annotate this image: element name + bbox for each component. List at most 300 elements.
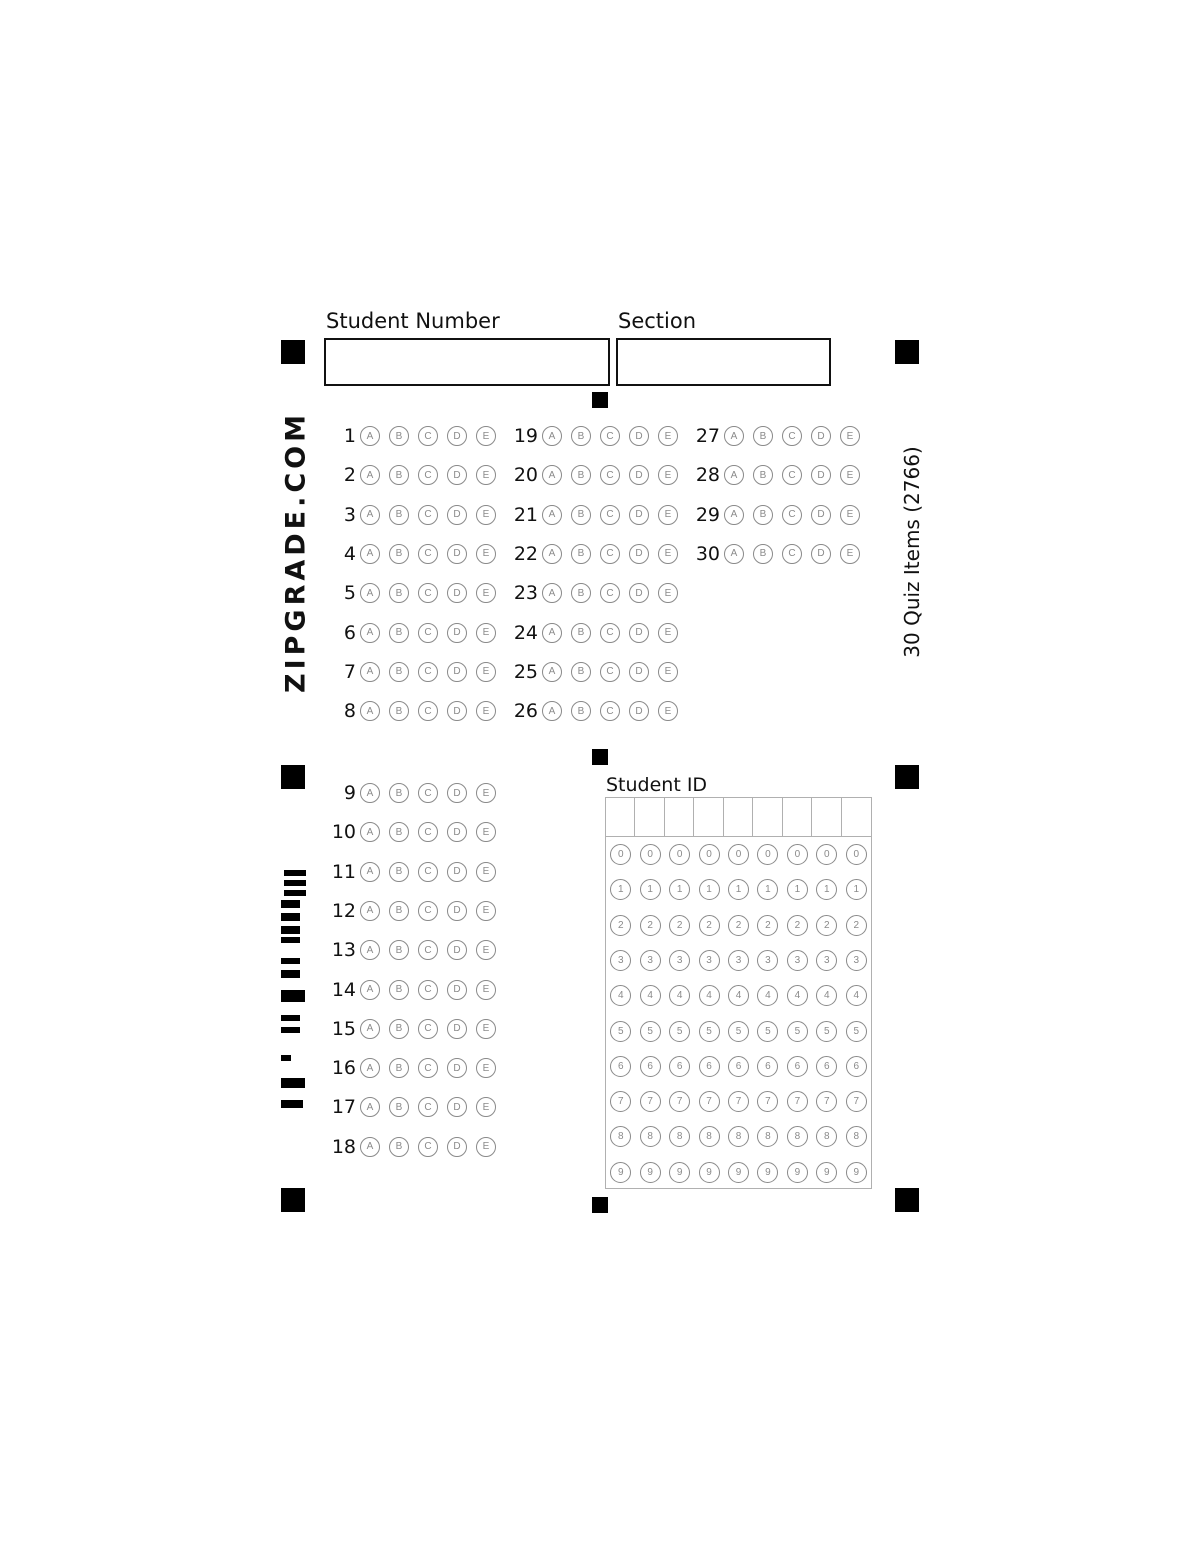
student-id-bubble-3-3[interactable]: 3 (699, 950, 720, 971)
question-number: 4 (343, 542, 356, 565)
answer-bubble-30-e[interactable]: E (840, 544, 860, 564)
answer-bubble-20-e[interactable]: E (658, 465, 678, 485)
student-id-bubble-8-7[interactable]: 7 (846, 1091, 867, 1112)
answer-bubble-2-d[interactable]: D (447, 465, 467, 485)
student-id-bubble-6-5[interactable]: 5 (787, 1021, 808, 1042)
student-id-bubble-7-7[interactable]: 7 (816, 1091, 837, 1112)
answer-bubble-8-d[interactable]: D (447, 701, 467, 721)
student-id-bubble-4-1[interactable]: 1 (728, 879, 749, 900)
answer-bubble-16-e[interactable]: E (476, 1058, 496, 1078)
student-id-bubble-2-5[interactable]: 5 (669, 1021, 690, 1042)
student-id-bubble-8-3[interactable]: 3 (846, 950, 867, 971)
student-id-bubble-2-2[interactable]: 2 (669, 915, 690, 936)
answer-bubble-6-d[interactable]: D (447, 623, 467, 643)
question-row-4 (326, 541, 505, 567)
student-id-bubble-0-9[interactable]: 9 (610, 1162, 631, 1183)
student-id-bubble-4-0[interactable]: 0 (728, 844, 749, 865)
answer-bubble-17-a[interactable]: A (360, 1097, 380, 1117)
answer-bubble-27-b[interactable]: B (753, 426, 773, 446)
question-number: 3 (343, 503, 356, 526)
student-id-entry-cell[interactable] (694, 798, 723, 836)
student-id-bubble-5-3[interactable]: 3 (757, 950, 778, 971)
student-id-bubble-8-4[interactable]: 4 (846, 985, 867, 1006)
student-id-bubble-2-8[interactable]: 8 (669, 1126, 690, 1147)
answer-bubble-15-a[interactable]: A (360, 1019, 380, 1039)
barcode-mark (282, 1015, 300, 1021)
question-number: 27 (695, 425, 720, 447)
answer-bubble-1-e[interactable]: E (476, 426, 496, 446)
answer-bubble-9-a[interactable]: A (360, 783, 380, 803)
student-id-bubble-6-4[interactable]: 4 (787, 985, 808, 1006)
student-id-bubble-3-5[interactable]: 5 (699, 1021, 720, 1042)
answer-bubble-26-a[interactable]: A (542, 701, 562, 721)
answer-bubble-30-b[interactable]: B (753, 544, 773, 564)
answer-bubble-20-d[interactable]: D (629, 465, 649, 485)
answer-bubble-18-b[interactable]: B (389, 1137, 409, 1157)
answer-bubble-5-c[interactable]: C (418, 583, 438, 603)
student-id-bubble-1-6[interactable]: 6 (640, 1056, 661, 1077)
answer-bubble-9-e[interactable]: E (476, 783, 496, 803)
answer-bubble-28-c[interactable]: C (782, 465, 802, 485)
answer-bubble-15-d[interactable]: D (447, 1019, 467, 1039)
answer-bubble-26-e[interactable]: E (658, 701, 678, 721)
question-row-11 (326, 859, 505, 885)
barcode-mark (282, 926, 300, 934)
student-id-bubble-1-2[interactable]: 2 (640, 915, 661, 936)
question-row-27 (690, 423, 869, 449)
answer-bubble-12-d[interactable]: D (447, 901, 467, 921)
student-id-bubble-0-7[interactable]: 7 (610, 1091, 631, 1112)
student-id-bubble-1-7[interactable]: 7 (640, 1091, 661, 1112)
student-id-entry-cell[interactable] (665, 798, 694, 836)
student-id-bubble-7-6[interactable]: 6 (816, 1056, 837, 1077)
student-id-bubble-6-7[interactable]: 7 (787, 1091, 808, 1112)
student-id-bubble-7-2[interactable]: 2 (816, 915, 837, 936)
answer-bubble-11-e[interactable]: E (476, 862, 496, 882)
student-id-bubble-3-6[interactable]: 6 (699, 1056, 720, 1077)
answer-bubble-25-b[interactable]: B (571, 662, 591, 682)
answer-bubble-24-e[interactable]: E (658, 623, 678, 643)
answer-bubble-17-d[interactable]: D (447, 1097, 467, 1117)
student-id-bubble-6-9[interactable]: 9 (787, 1162, 808, 1183)
student-id-bubble-4-9[interactable]: 9 (728, 1162, 749, 1183)
alignment-marker-top-left (281, 340, 305, 364)
student-id-bubble-2-1[interactable]: 1 (669, 879, 690, 900)
student-id-bubble-6-0[interactable]: 0 (787, 844, 808, 865)
answer-bubble-24-d[interactable]: D (629, 623, 649, 643)
question-row-5 (326, 580, 505, 606)
answer-bubble-16-c[interactable]: C (418, 1058, 438, 1078)
student-id-bubble-0-1[interactable]: 1 (610, 879, 631, 900)
student-id-bubble-5-0[interactable]: 0 (757, 844, 778, 865)
answer-bubble-1-b[interactable]: B (389, 426, 409, 446)
answer-bubble-25-d[interactable]: D (629, 662, 649, 682)
student-id-bubble-7-1[interactable]: 1 (816, 879, 837, 900)
student-id-bubble-7-8[interactable]: 8 (816, 1126, 837, 1147)
answer-bubble-12-b[interactable]: B (389, 901, 409, 921)
answer-bubble-15-e[interactable]: E (476, 1019, 496, 1039)
answer-bubble-3-e[interactable]: E (476, 505, 496, 525)
question-row-24 (508, 620, 687, 646)
answer-bubble-12-e[interactable]: E (476, 901, 496, 921)
answer-bubble-26-c[interactable]: C (600, 701, 620, 721)
answer-bubble-9-b[interactable]: B (389, 783, 409, 803)
answer-bubble-21-e[interactable]: E (658, 505, 678, 525)
answer-bubble-21-c[interactable]: C (600, 505, 620, 525)
student-id-bubble-0-5[interactable]: 5 (610, 1021, 631, 1042)
answer-bubble-26-b[interactable]: B (571, 701, 591, 721)
question-row-15 (326, 1016, 505, 1042)
answer-bubble-22-e[interactable]: E (658, 544, 678, 564)
answer-bubble-10-e[interactable]: E (476, 822, 496, 842)
answer-bubble-17-e[interactable]: E (476, 1097, 496, 1117)
section-label: Section (618, 309, 697, 333)
student-id-bubble-2-0[interactable]: 0 (669, 844, 690, 865)
answer-bubble-3-c[interactable]: C (418, 505, 438, 525)
answer-bubble-24-a[interactable]: A (542, 623, 562, 643)
answer-bubble-28-a[interactable]: A (724, 465, 744, 485)
answer-bubble-21-a[interactable]: A (542, 505, 562, 525)
answer-bubble-7-a[interactable]: A (360, 662, 380, 682)
answer-bubble-14-c[interactable]: C (418, 980, 438, 1000)
answer-bubble-28-d[interactable]: D (811, 465, 831, 485)
student-id-bubble-7-0[interactable]: 0 (816, 844, 837, 865)
barcode-mark (281, 1078, 305, 1088)
answer-bubble-5-d[interactable]: D (447, 583, 467, 603)
barcode-mark (282, 900, 300, 908)
answer-bubble-1-c[interactable]: C (418, 426, 438, 446)
student-number-label: Student Number (326, 309, 500, 333)
student-id-bubble-4-2[interactable]: 2 (728, 915, 749, 936)
answer-bubble-30-d[interactable]: D (811, 544, 831, 564)
alignment-marker-top-right (895, 340, 919, 364)
student-id-bubble-4-4[interactable]: 4 (728, 985, 749, 1006)
alignment-marker-bottom-center (592, 1197, 608, 1213)
student-id-bubble-0-6[interactable]: 6 (610, 1056, 631, 1077)
answer-bubble-24-c[interactable]: C (600, 623, 620, 643)
answer-bubble-23-e[interactable]: E (658, 583, 678, 603)
student-id-bubble-0-0[interactable]: 0 (610, 844, 631, 865)
answer-bubble-16-b[interactable]: B (389, 1058, 409, 1078)
answer-bubble-10-d[interactable]: D (447, 822, 467, 842)
answer-bubble-27-a[interactable]: A (724, 426, 744, 446)
answer-bubble-23-c[interactable]: C (600, 583, 620, 603)
student-id-bubble-2-3[interactable]: 3 (669, 950, 690, 971)
student-id-bubble-6-1[interactable]: 1 (787, 879, 808, 900)
student-id-entry-cell[interactable] (724, 798, 753, 836)
question-number: 9 (343, 782, 356, 804)
student-id-bubble-7-4[interactable]: 4 (816, 985, 837, 1006)
answer-bubble-8-a[interactable]: A (360, 701, 380, 721)
student-id-bubble-8-9[interactable]: 9 (846, 1162, 867, 1183)
question-number: 2 (343, 464, 356, 487)
answer-bubble-23-a[interactable]: A (542, 583, 562, 603)
student-id-bubble-2-4[interactable]: 4 (669, 985, 690, 1006)
student-id-bubble-0-4[interactable]: 4 (610, 985, 631, 1006)
student-id-bubble-6-3[interactable]: 3 (787, 950, 808, 971)
answer-bubble-8-e[interactable]: E (476, 701, 496, 721)
answer-bubble-4-d[interactable]: D (447, 544, 467, 564)
student-id-bubble-3-4[interactable]: 4 (699, 985, 720, 1006)
student-id-bubble-0-3[interactable]: 3 (610, 950, 631, 971)
student-id-entry-cell[interactable] (606, 798, 635, 836)
answer-bubble-26-d[interactable]: D (629, 701, 649, 721)
answer-bubble-11-d[interactable]: D (447, 862, 467, 882)
question-row-8 (326, 698, 505, 724)
barcode-mark (282, 913, 300, 921)
answer-bubble-12-a[interactable]: A (360, 901, 380, 921)
student-id-bubble-0-8[interactable]: 8 (610, 1126, 631, 1147)
answer-bubble-19-c[interactable]: C (600, 426, 620, 446)
answer-bubble-23-d[interactable]: D (629, 583, 649, 603)
student-id-bubble-4-6[interactable]: 6 (728, 1056, 749, 1077)
question-number: 12 (331, 899, 356, 922)
alignment-marker-middle-left (281, 765, 305, 789)
student-id-bubble-0-2[interactable]: 2 (610, 915, 631, 936)
question-number: 21 (513, 503, 538, 526)
question-row-18 (326, 1134, 505, 1160)
answer-bubble-18-e[interactable]: E (476, 1137, 496, 1157)
answer-bubble-29-e[interactable]: E (840, 505, 860, 525)
section-field[interactable] (616, 338, 831, 386)
student-id-bubble-8-1[interactable]: 1 (846, 879, 867, 900)
answer-bubble-6-b[interactable]: B (389, 623, 409, 643)
answer-bubble-18-c[interactable]: C (418, 1137, 438, 1157)
student-id-bubble-3-7[interactable]: 7 (699, 1091, 720, 1112)
question-row-30 (690, 541, 869, 567)
answer-bubble-24-b[interactable]: B (571, 623, 591, 643)
answer-bubble-3-b[interactable]: B (389, 505, 409, 525)
question-number: 11 (331, 860, 356, 883)
student-id-entry-cell[interactable] (753, 798, 782, 836)
answer-bubble-4-a[interactable]: A (360, 544, 380, 564)
student-id-bubble-1-8[interactable]: 8 (640, 1126, 661, 1147)
alignment-marker-top-center (592, 392, 608, 408)
student-id-bubble-5-8[interactable]: 8 (757, 1126, 778, 1147)
question-row-13 (326, 937, 505, 963)
answer-bubble-19-d[interactable]: D (629, 426, 649, 446)
answer-bubble-14-d[interactable]: D (447, 980, 467, 1000)
answer-bubble-7-b[interactable]: B (389, 662, 409, 682)
student-id-bubble-5-9[interactable]: 9 (757, 1162, 778, 1183)
answer-bubble-9-d[interactable]: D (447, 783, 467, 803)
answer-bubble-14-a[interactable]: A (360, 980, 380, 1000)
student-id-bubble-6-6[interactable]: 6 (787, 1056, 808, 1077)
answer-bubble-25-c[interactable]: C (600, 662, 620, 682)
answer-bubble-16-d[interactable]: D (447, 1058, 467, 1078)
student-id-entry-cell[interactable] (783, 798, 812, 836)
answer-bubble-13-d[interactable]: D (447, 940, 467, 960)
answer-bubble-10-c[interactable]: C (418, 822, 438, 842)
question-number: 14 (331, 978, 356, 1001)
student-id-bubble-2-7[interactable]: 7 (669, 1091, 690, 1112)
student-id-bubble-3-8[interactable]: 8 (699, 1126, 720, 1147)
answer-bubble-15-c[interactable]: C (418, 1019, 438, 1039)
answer-bubble-29-d[interactable]: D (811, 505, 831, 525)
answer-bubble-27-e[interactable]: E (840, 426, 860, 446)
student-id-bubble-5-6[interactable]: 6 (757, 1056, 778, 1077)
answer-bubble-5-a[interactable]: A (360, 583, 380, 603)
student-id-bubble-1-3[interactable]: 3 (640, 950, 661, 971)
student-id-entry-cell[interactable] (635, 798, 664, 836)
answer-bubble-25-a[interactable]: A (542, 662, 562, 682)
student-id-bubble-7-5[interactable]: 5 (816, 1021, 837, 1042)
answer-bubble-6-c[interactable]: C (418, 623, 438, 643)
question-row-22 (508, 541, 687, 567)
answer-bubble-9-c[interactable]: C (418, 783, 438, 803)
answer-bubble-8-b[interactable]: B (389, 701, 409, 721)
answer-bubble-4-c[interactable]: C (418, 544, 438, 564)
answer-bubble-8-c[interactable]: C (418, 701, 438, 721)
answer-bubble-7-c[interactable]: C (418, 662, 438, 682)
answer-bubble-10-b[interactable]: B (389, 822, 409, 842)
question-number: 30 (695, 542, 720, 565)
answer-bubble-4-e[interactable]: E (476, 544, 496, 564)
answer-bubble-16-a[interactable]: A (360, 1058, 380, 1078)
barcode-mark (282, 958, 300, 964)
question-row-17 (326, 1094, 505, 1120)
student-id-bubble-6-2[interactable]: 2 (787, 915, 808, 936)
answer-bubble-13-a[interactable]: A (360, 940, 380, 960)
student-id-bubble-5-7[interactable]: 7 (757, 1091, 778, 1112)
student-id-bubble-1-5[interactable]: 5 (640, 1021, 661, 1042)
answer-bubble-19-b[interactable]: B (571, 426, 591, 446)
answer-bubble-22-a[interactable]: A (542, 544, 562, 564)
answer-bubble-25-e[interactable]: E (658, 662, 678, 682)
answer-bubble-3-a[interactable]: A (360, 505, 380, 525)
answer-bubble-13-c[interactable]: C (418, 940, 438, 960)
answer-bubble-30-c[interactable]: C (782, 544, 802, 564)
answer-bubble-29-c[interactable]: C (782, 505, 802, 525)
student-id-bubble-3-2[interactable]: 2 (699, 915, 720, 936)
question-row-14 (326, 977, 505, 1003)
student-id-bubble-8-0[interactable]: 0 (846, 844, 867, 865)
answer-bubble-23-b[interactable]: B (571, 583, 591, 603)
answer-bubble-21-d[interactable]: D (629, 505, 649, 525)
answer-bubble-29-b[interactable]: B (753, 505, 773, 525)
answer-bubble-2-c[interactable]: C (418, 465, 438, 485)
answer-bubble-11-b[interactable]: B (389, 862, 409, 882)
answer-bubble-14-b[interactable]: B (389, 980, 409, 1000)
question-number: 15 (331, 1017, 356, 1040)
answer-bubble-22-d[interactable]: D (629, 544, 649, 564)
answer-bubble-3-d[interactable]: D (447, 505, 467, 525)
answer-bubble-17-c[interactable]: C (418, 1097, 438, 1117)
answer-bubble-5-e[interactable]: E (476, 583, 496, 603)
answer-bubble-22-c[interactable]: C (600, 544, 620, 564)
answer-bubble-18-a[interactable]: A (360, 1137, 380, 1157)
answer-bubble-20-c[interactable]: C (600, 465, 620, 485)
answer-bubble-28-e[interactable]: E (840, 465, 860, 485)
answer-bubble-4-b[interactable]: B (389, 544, 409, 564)
student-id-bubble-5-2[interactable]: 2 (757, 915, 778, 936)
answer-bubble-2-e[interactable]: E (476, 465, 496, 485)
student-id-bubble-4-8[interactable]: 8 (728, 1126, 749, 1147)
answer-bubble-13-e[interactable]: E (476, 940, 496, 960)
answer-bubble-21-b[interactable]: B (571, 505, 591, 525)
answer-bubble-27-c[interactable]: C (782, 426, 802, 446)
question-row-3 (326, 502, 505, 528)
student-id-grid (605, 797, 872, 1189)
student-id-bubble-2-9[interactable]: 9 (669, 1162, 690, 1183)
student-id-bubble-4-5[interactable]: 5 (728, 1021, 749, 1042)
question-number: 8 (343, 700, 356, 723)
student-id-bubble-5-5[interactable]: 5 (757, 1021, 778, 1042)
answer-bubble-19-a[interactable]: A (542, 426, 562, 446)
question-number: 5 (343, 582, 356, 605)
answer-bubble-2-a[interactable]: A (360, 465, 380, 485)
answer-bubble-15-b[interactable]: B (389, 1019, 409, 1039)
question-row-1 (326, 423, 505, 449)
question-number: 28 (695, 464, 720, 487)
student-id-bubble-8-5[interactable]: 5 (846, 1021, 867, 1042)
answer-bubble-28-b[interactable]: B (753, 465, 773, 485)
student-id-label: Student ID (606, 774, 708, 796)
answer-bubble-7-e[interactable]: E (476, 662, 496, 682)
answer-bubble-7-d[interactable]: D (447, 662, 467, 682)
answer-bubble-6-a[interactable]: A (360, 623, 380, 643)
student-id-bubble-5-4[interactable]: 4 (757, 985, 778, 1006)
student-id-bubble-6-8[interactable]: 8 (787, 1126, 808, 1147)
answer-bubble-11-c[interactable]: C (418, 862, 438, 882)
answer-bubble-11-a[interactable]: A (360, 862, 380, 882)
student-id-bubble-1-1[interactable]: 1 (640, 879, 661, 900)
student-id-bubble-8-6[interactable]: 6 (846, 1056, 867, 1077)
answer-bubble-19-e[interactable]: E (658, 426, 678, 446)
student-number-field[interactable] (324, 338, 610, 386)
answer-bubble-29-a[interactable]: A (724, 505, 744, 525)
answer-bubble-13-b[interactable]: B (389, 940, 409, 960)
answer-bubble-17-b[interactable]: B (389, 1097, 409, 1117)
student-id-bubble-8-2[interactable]: 2 (846, 915, 867, 936)
answer-bubble-1-d[interactable]: D (447, 426, 467, 446)
answer-bubble-18-d[interactable]: D (447, 1137, 467, 1157)
barcode-mark (282, 937, 300, 943)
answer-bubble-20-b[interactable]: B (571, 465, 591, 485)
student-id-bubble-4-7[interactable]: 7 (728, 1091, 749, 1112)
student-id-bubble-2-6[interactable]: 6 (669, 1056, 690, 1077)
answer-bubble-12-c[interactable]: C (418, 901, 438, 921)
student-id-bubble-5-1[interactable]: 1 (757, 879, 778, 900)
answer-bubble-20-a[interactable]: A (542, 465, 562, 485)
answer-bubble-10-a[interactable]: A (360, 822, 380, 842)
student-id-bubble-7-9[interactable]: 9 (816, 1162, 837, 1183)
answer-bubble-5-b[interactable]: B (389, 583, 409, 603)
student-id-bubble-3-0[interactable]: 0 (699, 844, 720, 865)
answer-bubble-2-b[interactable]: B (389, 465, 409, 485)
answer-bubble-6-e[interactable]: E (476, 623, 496, 643)
answer-bubble-14-e[interactable]: E (476, 980, 496, 1000)
student-id-bubble-4-3[interactable]: 3 (728, 950, 749, 971)
student-id-bubble-1-0[interactable]: 0 (640, 844, 661, 865)
barcode-mark (281, 1055, 291, 1061)
answer-bubble-30-a[interactable]: A (724, 544, 744, 564)
answer-bubble-27-d[interactable]: D (811, 426, 831, 446)
barcode-mark (284, 870, 306, 876)
student-id-bubble-1-4[interactable]: 4 (640, 985, 661, 1006)
student-id-bubble-3-1[interactable]: 1 (699, 879, 720, 900)
answer-bubble-22-b[interactable]: B (571, 544, 591, 564)
student-id-bubble-3-9[interactable]: 9 (699, 1162, 720, 1183)
student-id-bubble-8-8[interactable]: 8 (846, 1126, 867, 1147)
student-id-entry-cell[interactable] (812, 798, 841, 836)
question-row-12 (326, 898, 505, 924)
student-id-bubble-7-3[interactable]: 3 (816, 950, 837, 971)
question-row-9 (326, 780, 505, 806)
answer-bubble-1-a[interactable]: A (360, 426, 380, 446)
barcode-mark (282, 990, 300, 1002)
student-id-bubble-1-9[interactable]: 9 (640, 1162, 661, 1183)
